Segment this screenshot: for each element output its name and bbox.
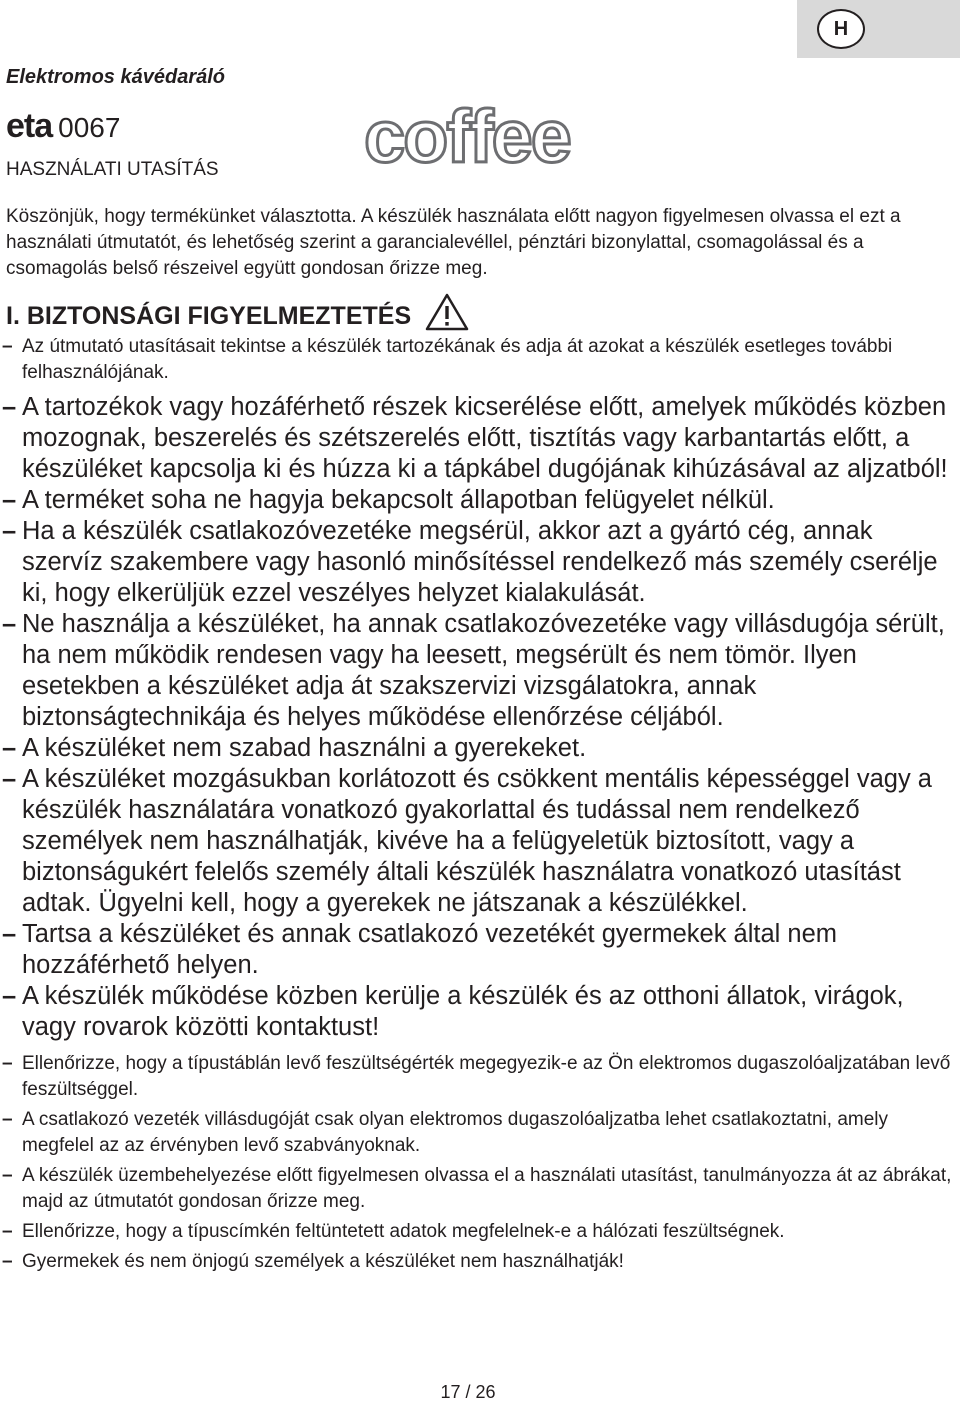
warning-triangle-icon	[425, 292, 469, 332]
intro-paragraph	[6, 204, 906, 282]
list-item: – A készüléket nem szabad használni a gyerekeket.	[0, 733, 960, 764]
safety-list	[0, 334, 960, 1275]
list-item: – Ellenőrizze, hogy a típuscímkén feltüntetett adatok megfelelnek-e a hálózati feszültségnek.	[0, 1219, 960, 1245]
list-item: – A készülék üzembehelyezése előtt figyelmesen olvassa el a használati utasítást, tanulmányozza át az ábrákat, majd az útmutatót gondosan őrizze meg.	[0, 1163, 960, 1215]
list-item: – A csatlakozó vezeték villásdugóját csak olyan elektromos dugaszolóaljzatba lehet csatlakoztatni, amely megfelel az az érvényben levő szabványoknak.	[0, 1107, 960, 1159]
list-item: – Az útmutató utasításait tekintse a készülék tartozékának és adja át azokat a készülék esetleges további felhasználójának.	[0, 334, 960, 386]
list-item: – A készülék működése közben kerülje a készülék és az otthoni állatok, virágok, vagy rovarok közötti kontaktust!	[0, 981, 960, 1043]
brand-name: eta	[6, 107, 53, 145]
list-item: – Ne használja a készüléket, ha annak csatlakozóvezetéke vagy villásdugója sérült, ha nem működik rendesen vagy ha leesett, megsérült és nem tömör. Ilyen esetekben a készüléket adja át szakszervizi vizsgálatokra, annak biztonságtechnikája és helyes működése ellenőrzése céljából.	[0, 609, 960, 733]
brand-line	[6, 106, 120, 148]
list-item: – A tartozékok vagy hozáférhető részek kicserélése előtt, amelyek működés közben mozognak, beszerelés és szétszerelés előtt, tisztítás vagy karbantartás előtt, a készüléket kapcsolja ki és húzza ki a tápkábel dugójának kihúzásával az aljzatból!	[0, 392, 960, 485]
list-item: – Ellenőrizze, hogy a típustáblán levő feszültségérték megegyezik-e az Ön elektromos dugaszolóaljzatában levő feszültséggel.	[0, 1051, 960, 1103]
manual-label: HASZNÁLATI UTASÍTÁS	[6, 159, 219, 180]
intro-text: Köszönjük, hogy termékünket választotta. A készülék használata előtt nagyon figyelmesen olvassa el ezt a használati útmutatót, és lehetőség szerint a garancialevéllel, pénztári bizonylattal, csomagolással és a csomagolás belső részeivel együtt gondosan őrizze meg.	[6, 206, 901, 279]
logo-wordmark: coffee	[364, 98, 570, 170]
list-item: – A készüléket mozgásukban korlátozott és csökkent mentális képességgel vagy a készülék használatára vonatkozó gyakorlattal és tudással nem rendelkező személyek nem használhatják, kivéve ha a felügyeletük biztosított, vagy a biztonságukért felelős személy általi készülék használatra vonatkozó utasítást adtak. Ügyelni kell, hogy a gyerekek ne játszanak a készülékkel.	[0, 764, 960, 919]
list-item: – Tartsa a készüléket és annak csatlakozó vezetékét gyermekek által nem hozzáférhető helyen.	[0, 919, 960, 981]
section-heading	[6, 296, 469, 336]
page-number: 17 / 26	[440, 1382, 496, 1402]
product-subtitle: Elektromos kávédaráló	[6, 66, 225, 88]
coffee-logo	[362, 98, 617, 170]
list-item: – Ha a készülék csatlakozóvezetéke megsérül, akkor azt a gyártó cég, annak szervíz szakembere vagy hasonló minősítéssel rendelkező más személy cserélje ki, hogy elkerüljük ezzel veszélyes helyzet kialakulását.	[0, 516, 960, 609]
model-number: 0067	[58, 112, 121, 143]
list-item: – Gyermekek és nem önjogú személyek a készüléket nem használhatják!	[0, 1249, 960, 1275]
list-item: – A terméket soha ne hagyja bekapcsolt állapotban felügyelet nélkül.	[0, 485, 960, 516]
language-badge: H	[817, 9, 865, 49]
section-title-text: I. BIZTONSÁGI FIGYELMEZTETÉS	[6, 302, 412, 330]
